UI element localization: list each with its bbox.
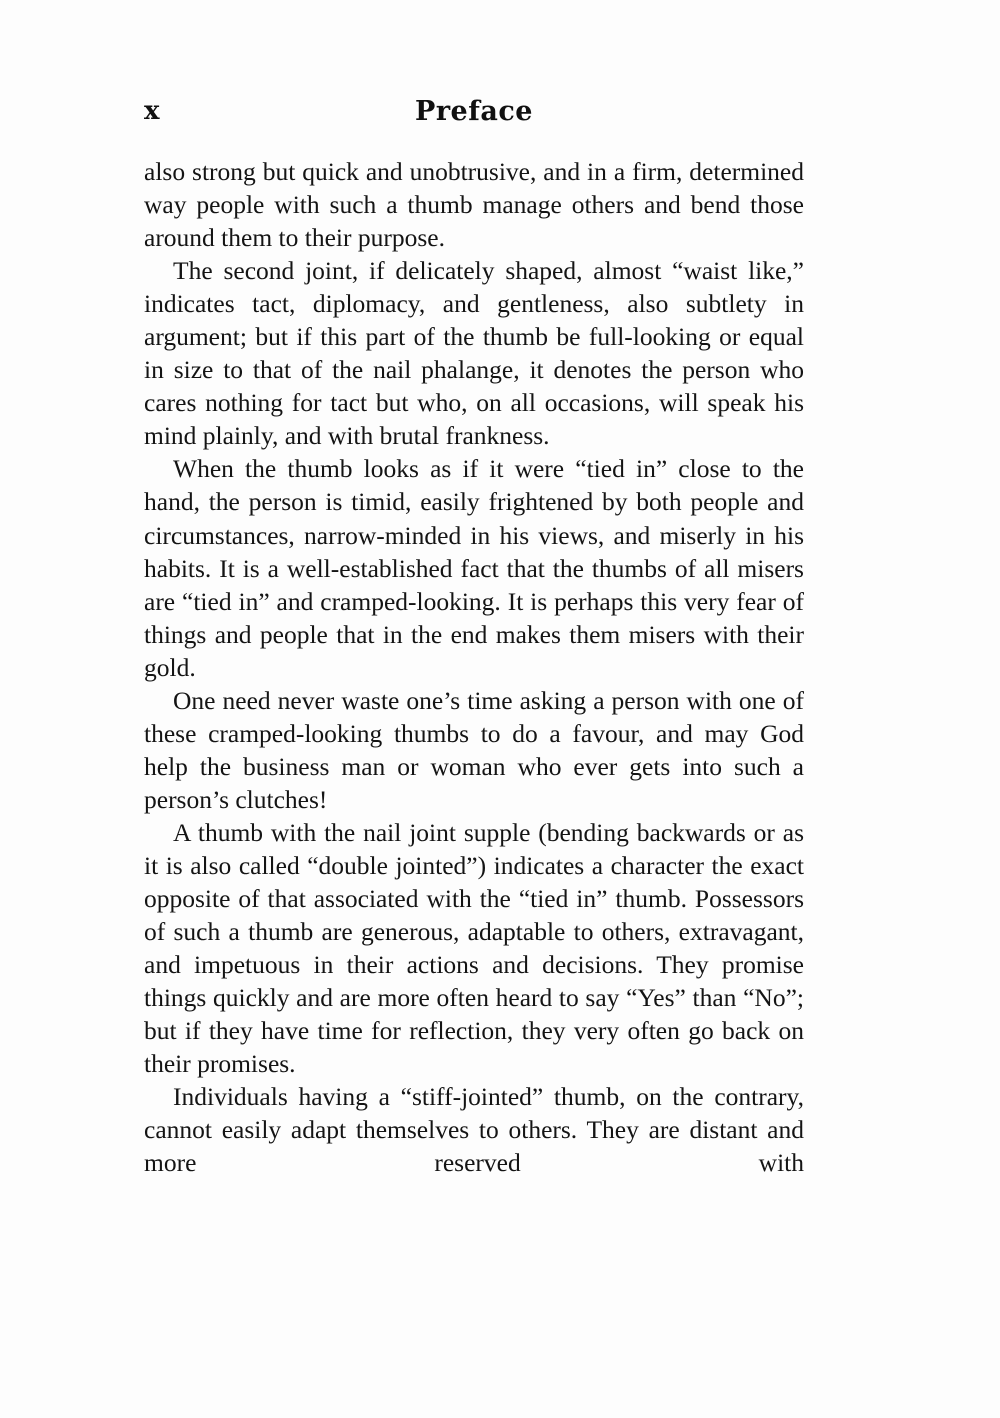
page-number: x (144, 96, 160, 126)
running-title: Preface (415, 96, 533, 127)
page-header (144, 96, 804, 132)
paragraph-tied-in-thumb: When the thumb looks as if it were “tied in” close to the hand, the person is timid, easily frightened by both people and circumstances, narrow-minded in his views, and miserly in his habits. It is a well-established fact that the thumbs of all misers are “tied in” and cramped-looking. It is perhaps this very fear of things and people that in the end makes them misers with their gold. (144, 454, 804, 682)
paragraph-supple-thumb: A thumb with the nail joint supple (bending backwards or as it is also called “double jointed”) indicates a character the exact opposite of that associated with the “tied in” thumb. Possessors of such a thumb are generous, adaptable to others, extravagant, and impetuous in their actions and decisions. They promise things quickly and are more often heard to say “Yes” than “No”; but if they have time for reflection, they very often go back on their promises. (144, 817, 804, 1079)
paragraph-continued: also strong but quick and unobtrusive, and in a firm, determined way people with such a thumb manage others and bend those around them to their purpose. (144, 157, 804, 253)
body-text (144, 155, 804, 1179)
paragraph-stiff-jointed: Individuals having a “stiff-jointed” thumb, on the contrary, cannot easily adapt themselves to others. They are distant and more reserved with (144, 1082, 804, 1178)
paragraph-favour: One need never waste one’s time asking a person with one of these cramped-looking thumbs to do a favour, and may God help the business man or woman who ever gets into such a person’s clutches! (144, 685, 804, 814)
paragraph-second-joint: The second joint, if delicately shaped, almost “waist like,” indicates tact, diplomacy, and gentleness, also subtlety in argument; but if this part of the thumb be full-looking or equal in size to that of the nail phalange, it denotes the person who cares nothing for tact but who, on all occasions, will speak his mind plainly, and with brutal frankness. (144, 256, 804, 451)
